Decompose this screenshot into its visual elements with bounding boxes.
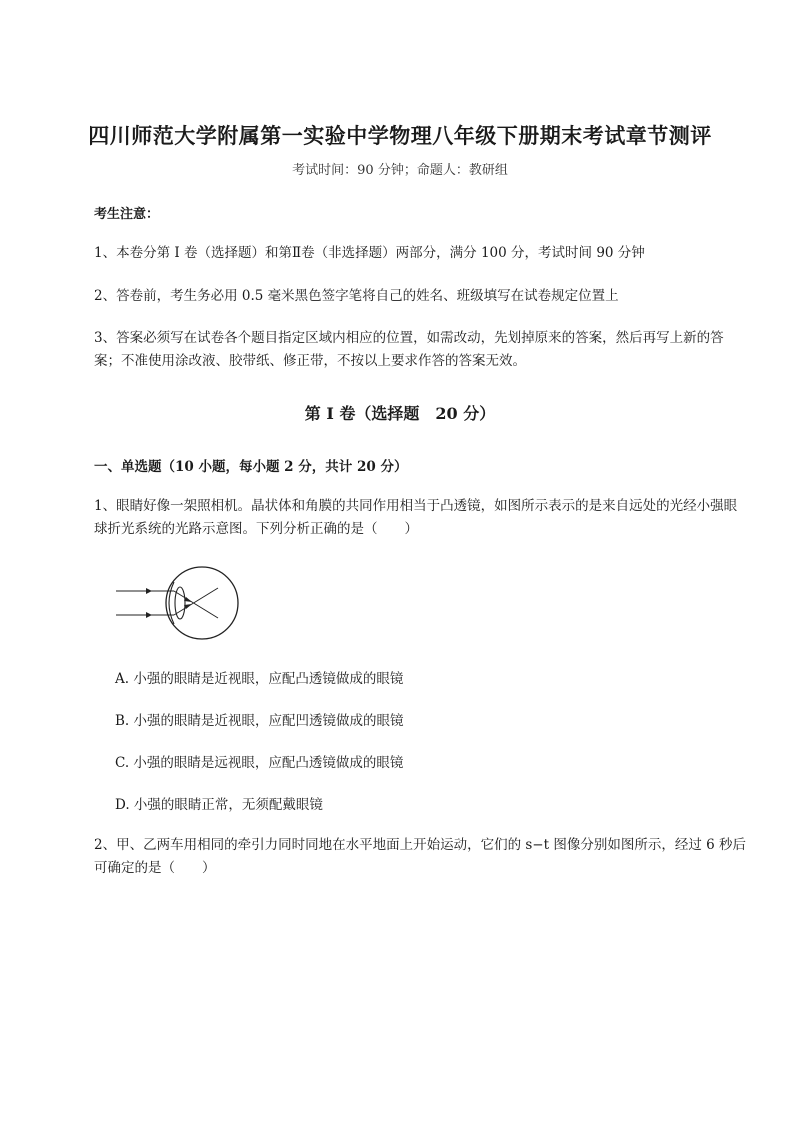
notice-item-2: 2、答卷前，考生务必用 0.5 毫米黑色签字笔将自己的姓名、班级填写在试卷规定位置上 [94,288,619,304]
option-d: D. 小强的眼睛正常，无须配戴眼镜 [115,797,323,813]
exam-title: 四川师范大学附属第一实验中学物理八年级下册期末考试章节测评 [88,123,712,148]
question-2-text: 2、甲、乙两车用相同的牵引力同时同地在水平地面上开始运动，它们的 s−t 图像分别如图所示，经过 6 秒后可确定的是（ ） [94,837,747,876]
option-c: C. 小强的眼睛是远视眼，应配凸透镜做成的眼镜 [115,755,404,771]
notice-item-1: 1、本卷分第 I 卷（选择题）和第Ⅱ卷（非选择题）两部分，满分 100 分，考试时间 90 分钟 [94,245,645,261]
notice-item-3: 3、答案必须写在试卷各个题目指定区域内相应的位置，如需改动，先划掉原来的答案，然后再写上新的答案；不准使用涂改液、胶带纸、修正带，不按以上要求作答的答案无效。 [94,330,724,369]
eye-diagram-icon [114,562,244,644]
option-b: B. 小强的眼睛是近视眼，应配凹透镜做成的眼镜 [115,713,404,729]
notice-heading: 考生注意： [94,207,160,222]
question-1-text: 1、眼睛好像一架照相机。晶状体和角膜的共同作用相当于凸透镜，如图所示表示的是来自远处的光经小强眼球折光系统的光路示意图。下列分析正确的是（ ） [94,498,738,537]
section-title: 第 I 卷（选择题 20 分） [304,404,496,423]
part-heading: 一、单选题（10 小题，每小题 2 分，共计 20 分） [94,459,408,475]
exam-subtitle: 考试时间：90 分钟；命题人：教研组 [292,163,508,178]
option-a: A. 小强的眼睛是近视眼，应配凸透镜做成的眼镜 [115,671,404,687]
